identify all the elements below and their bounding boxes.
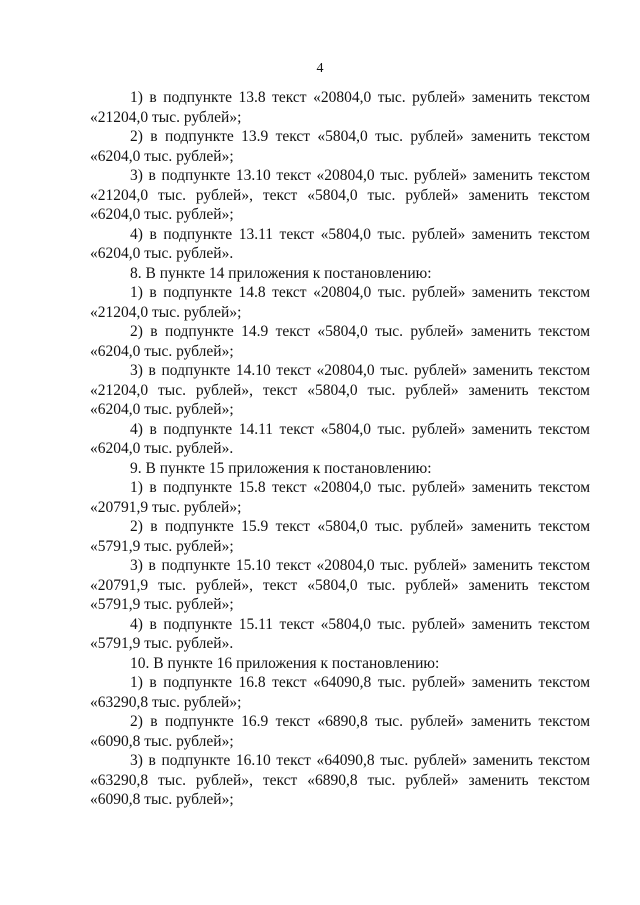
paragraph: 2) в подпункте 13.9 текст «5804,0 тыс. рублей» заменить текстом «6204,0 тыс. рублей»;	[90, 128, 590, 165]
section-heading: 8. В пункте 14 приложения к постановлению:	[130, 264, 432, 282]
paragraph: 2) в подпункте 14.9 текст «5804,0 тыс. рублей» заменить текстом «6204,0 тыс. рублей»;	[90, 323, 590, 360]
section-heading: 9. В пункте 15 приложения к постановлению:	[130, 459, 432, 477]
paragraph: 3) в подпункте 13.10 текст «20804,0 тыс. рублей» заменить текстом «21204,0 тыс. рублей», текст «5804,0 тыс. рублей» заменить текстом «6204,0 тыс. рублей»;	[90, 167, 590, 223]
section-heading: 10. В пункте 16 приложения к постановлению:	[130, 654, 440, 672]
paragraph: 3) в подпункте 14.10 текст «20804,0 тыс. рублей» заменить текстом «21204,0 тыс. рублей», текст «5804,0 тыс. рублей» заменить текстом «6204,0 тыс. рублей»;	[90, 362, 590, 418]
page-number: 4	[316, 61, 324, 76]
paragraph: 2) в подпункте 15.9 текст «5804,0 тыс. рублей» заменить текстом «5791,9 тыс. рублей»;	[90, 518, 590, 555]
paragraph: 4) в подпункте 15.11 текст «5804,0 тыс. рублей» заменить текстом «5791,9 тыс. рублей».	[90, 615, 590, 652]
paragraph: 1) в подпункте 16.8 текст «64090,8 тыс. рублей» заменить текстом «63290,8 тыс. рублей»;	[90, 674, 590, 711]
paragraph: 1) в подпункте 14.8 текст «20804,0 тыс. рублей» заменить текстом «21204,0 тыс. рублей»;	[90, 284, 590, 321]
document-body	[90, 88, 590, 810]
paragraph: 4) в подпункте 13.11 текст «5804,0 тыс. рублей» заменить текстом «6204,0 тыс. рублей».	[90, 225, 590, 262]
paragraph: 3) в подпункте 16.10 текст «64090,8 тыс. рублей» заменить текстом «63290,8 тыс. рублей», текст «6890,8 тыс. рублей» заменить текстом «6090,8 тыс. рублей»;	[90, 752, 590, 808]
paragraph: 1) в подпункте 15.8 текст «20804,0 тыс. рублей» заменить текстом «20791,9 тыс. рублей»;	[90, 479, 590, 516]
paragraph: 2) в подпункте 16.9 текст «6890,8 тыс. рублей» заменить текстом «6090,8 тыс. рублей»;	[90, 713, 590, 750]
paragraph: 3) в подпункте 15.10 текст «20804,0 тыс. рублей» заменить текстом «20791,9 тыс. рублей», текст «5804,0 тыс. рублей» заменить текстом «5791,9 тыс. рублей»;	[90, 557, 590, 613]
paragraph: 1) в подпункте 13.8 текст «20804,0 тыс. рублей» заменить текстом «21204,0 тыс. рублей»;	[90, 89, 590, 126]
paragraph: 4) в подпункте 14.11 текст «5804,0 тыс. рублей» заменить текстом «6204,0 тыс. рублей».	[90, 420, 590, 457]
